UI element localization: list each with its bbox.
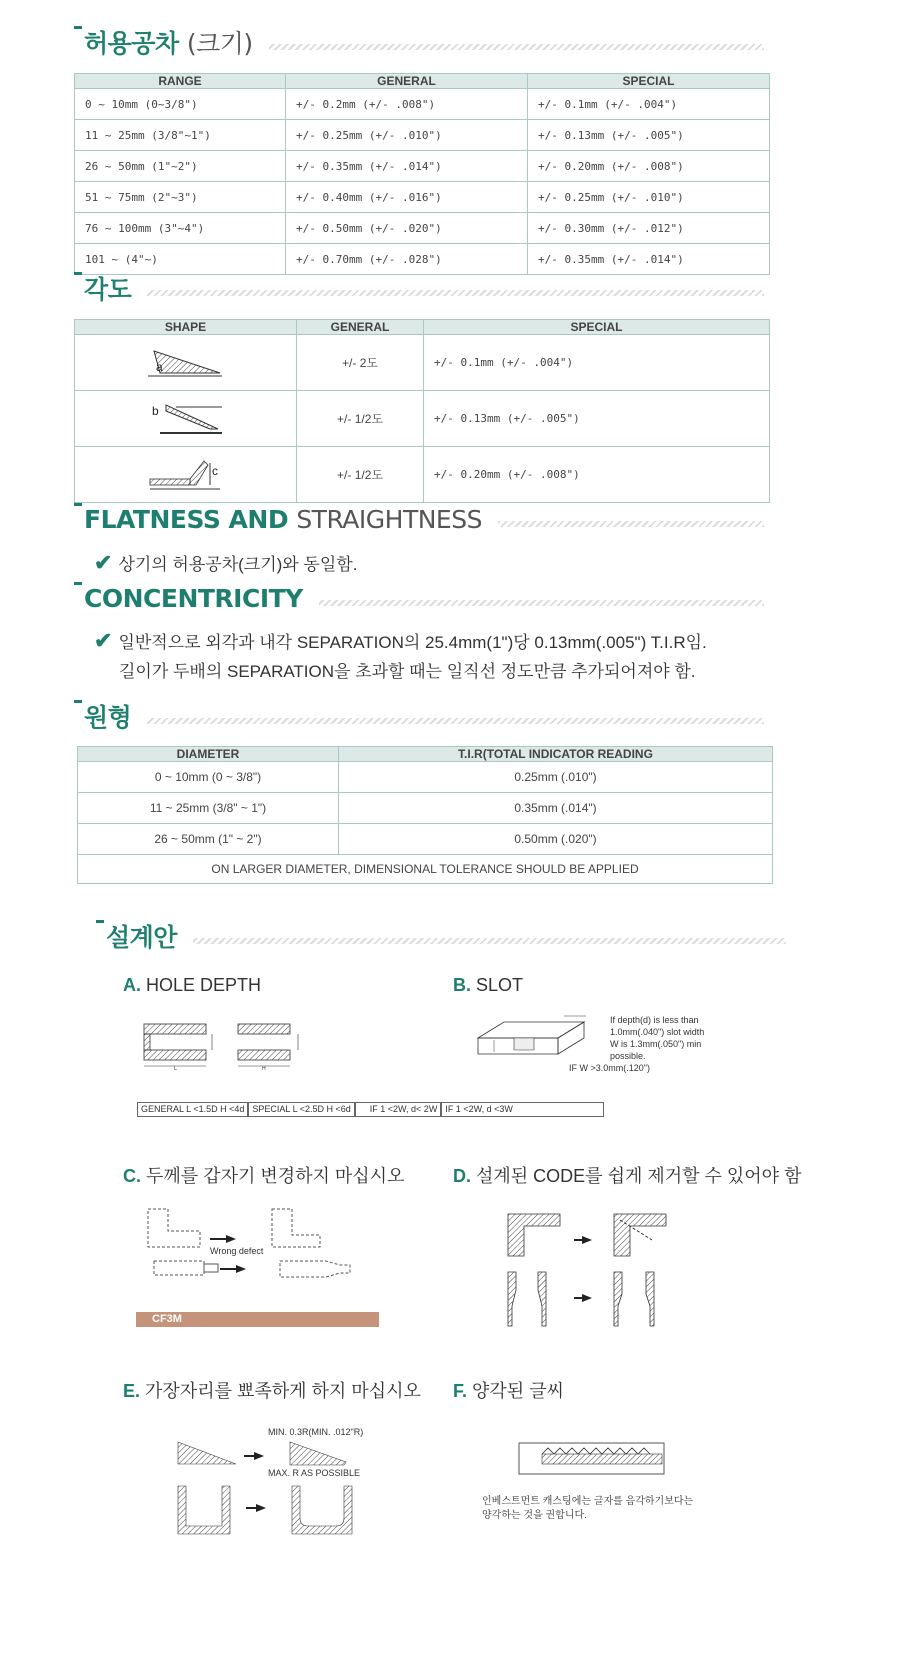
table-cell: 0.25mm (.010") — [339, 762, 773, 793]
table-cell: +/- 0.2mm (+/- .008") — [286, 89, 528, 120]
section-title-angle: 각도 — [74, 268, 764, 308]
table-cell: +/- 1/2도 — [297, 391, 424, 447]
slot-figure — [474, 1008, 614, 1068]
checkmark-icon: ✔ — [94, 550, 113, 575]
table-header-cell: SPECIAL — [424, 320, 770, 335]
table-row — [75, 74, 770, 89]
table-header-cell: DIAMETER — [78, 747, 339, 762]
header-general: GENERAL — [286, 74, 528, 89]
table-cell: +/- 0.25mm (+/- .010") — [528, 182, 770, 213]
table-cell: +/- 1/2도 — [297, 447, 424, 503]
section-title-concentricity: CONCENTRICITY — [74, 578, 764, 618]
design-d-title: D. 설계된 CODE를 쉽게 제거할 수 있어야 함 — [453, 1166, 802, 1186]
table-cell: 26 ~ 50mm (1"~2") — [75, 151, 286, 182]
table-header-cell: T.I.R(TOTAL INDICATOR READING — [339, 747, 773, 762]
section-title-flatness: FLATNESS AND STRAIGHTNESS — [74, 499, 764, 539]
wrong-defect-label: Wrong defect — [210, 1246, 264, 1256]
header-special: SPECIAL — [528, 74, 770, 89]
angle-c-icon — [146, 453, 226, 493]
slot-note: If depth(d) is less than 1.0mm(.040") slot width W is 1.3mm(.050") min possible. — [610, 1015, 705, 1061]
table-cell: 0 ~ 10mm (0 ~ 3/8") — [78, 762, 339, 793]
design-conditions: GENERAL L <1.5D H <4d SPECIAL L <2.5D H <6d IF 1 <2W, d< 2W IF 1 <2W, d <3W — [137, 1102, 604, 1117]
table-row — [75, 335, 770, 391]
svg-text:c: c — [211, 464, 218, 478]
embossed-text-figure — [518, 1442, 666, 1476]
table-cell: +/- 0.1mm (+/- .004") — [528, 89, 770, 120]
emboss-note: 인베스트먼트 캐스팅에는 글자를 음각하기보다는 양각하는 것을 권합니다. — [482, 1496, 694, 1521]
section-title-design: 설계안 — [96, 916, 786, 956]
concentricity-note-1: ✔ 일반적으로 외각과 내각 SEPARATION의 25.4mm(1")당 0.13mm(.005") T.I.R임. — [94, 628, 707, 653]
svg-text:H: H — [262, 1066, 266, 1072]
table-row — [75, 182, 770, 213]
angle-a-icon — [146, 341, 226, 381]
table-cell: +/- 0.13mm (+/- .005") — [528, 120, 770, 151]
angle-b-icon — [146, 397, 226, 437]
sharp-edge-figure — [176, 1438, 366, 1538]
table-cell: +/- 0.25mm (+/- .010") — [286, 120, 528, 151]
slot-note-2: IF W >3.0mm(.120") — [569, 1063, 650, 1073]
angle-shape-c — [75, 447, 297, 503]
table-row — [75, 320, 770, 335]
angle-shape-b — [75, 391, 297, 447]
design-e-title: E. 가장자리를 뾰족하게 하지 마십시오 — [123, 1381, 421, 1401]
table-cell: +/- 0.35mm (+/- .014") — [286, 151, 528, 182]
table-row — [78, 793, 773, 824]
flatness-note: ✔ 상기의 허용공차(크기)와 동일함. — [94, 550, 358, 575]
table-cell: 101 ~ (4"~) — [75, 244, 286, 275]
table-header-cell: GENERAL — [297, 320, 424, 335]
svg-text:b: b — [151, 404, 159, 418]
hole-depth-figure — [140, 1022, 320, 1072]
table-row — [75, 151, 770, 182]
section-title-size: 허용공차 (크기) — [74, 22, 764, 62]
table-footer — [78, 855, 773, 884]
angle-tolerance-table — [74, 319, 770, 503]
table-row — [78, 824, 773, 855]
thickness-figure — [140, 1205, 370, 1285]
table-row — [75, 447, 770, 503]
table-cell: +/- 0.20mm (+/- .008") — [424, 447, 770, 503]
table-cell: 0.50mm (.020") — [339, 824, 773, 855]
table-cell: +/- 2도 — [297, 335, 424, 391]
table-row — [75, 89, 770, 120]
svg-text:L: L — [174, 1066, 177, 1072]
table-cell: +/- 0.30mm (+/- .012") — [528, 213, 770, 244]
table-cell: 11 ~ 25mm (3/8" ~ 1") — [78, 793, 339, 824]
table-cell: ON LARGER DIAMETER, DIMENSIONAL TOLERANCE SHOULD BE APPLIED — [78, 855, 773, 884]
round-tolerance-table — [77, 746, 773, 884]
table-cell: 26 ~ 50mm (1" ~ 2") — [78, 824, 339, 855]
table-cell: 0.35mm (.014") — [339, 793, 773, 824]
header-range: RANGE — [75, 74, 286, 89]
size-tolerance-table — [74, 73, 770, 275]
table-cell: +/- 0.1mm (+/- .004") — [424, 335, 770, 391]
table-row — [78, 747, 773, 762]
table-row — [75, 391, 770, 447]
concentricity-note-2: 길이가 두배의 SEPARATION을 초과할 때는 일직선 정도만큼 추가되어져야 함. — [119, 662, 696, 681]
table-row — [78, 762, 773, 793]
table-cell: 51 ~ 75mm (2"~3") — [75, 182, 286, 213]
design-f-title: F. 양각된 글씨 — [453, 1381, 564, 1401]
design-a-title: A. HOLE DEPTH — [123, 975, 262, 995]
svg-text:a: a — [155, 360, 163, 374]
table-cell: +/- 0.50mm (+/- .020") — [286, 213, 528, 244]
checkmark-icon: ✔ — [94, 628, 113, 653]
table-cell: +/- 0.70mm (+/- .028") — [286, 244, 528, 275]
max-radius-label: MAX. R AS POSSIBLE — [268, 1468, 361, 1478]
angle-shape-a — [75, 335, 297, 391]
table-cell: +/- 0.40mm (+/- .016") — [286, 182, 528, 213]
min-radius-label: MIN. 0.3R(MIN. .012"R) — [268, 1427, 364, 1437]
table-cell: 11 ~ 25mm (3/8"~1") — [75, 120, 286, 151]
design-c-title: C. 두께를 갑자기 변경하지 마십시오 — [123, 1166, 405, 1186]
table-cell: +/- 0.20mm (+/- .008") — [528, 151, 770, 182]
table-header-cell: SHAPE — [75, 320, 297, 335]
table-cell: +/- 0.35mm (+/- .014") — [528, 244, 770, 275]
table-row — [75, 213, 770, 244]
material-label: CF3M — [136, 1312, 379, 1327]
code-removal-figure — [502, 1210, 682, 1334]
section-title-round: 원형 — [74, 696, 764, 736]
table-row — [75, 120, 770, 151]
table-cell: 0 ~ 10mm (0~3/8") — [75, 89, 286, 120]
table-cell: +/- 0.13mm (+/- .005") — [424, 391, 770, 447]
design-b-title: B. SLOT — [453, 975, 524, 995]
table-cell: 76 ~ 100mm (3"~4") — [75, 213, 286, 244]
